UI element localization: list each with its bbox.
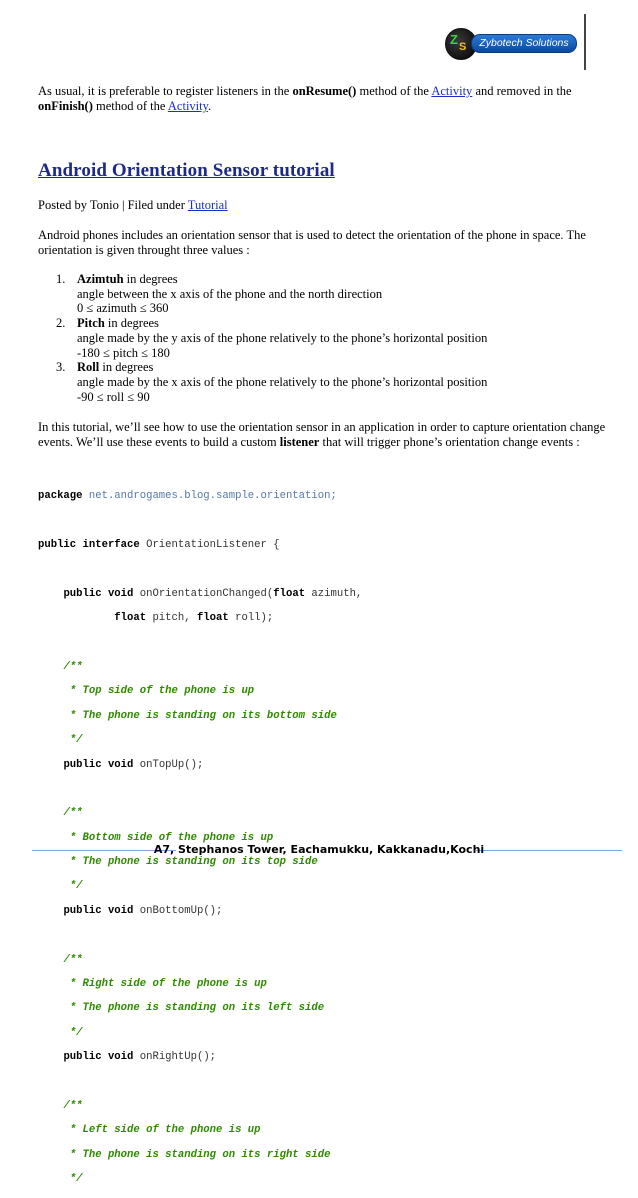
activity-link-1[interactable]: Activity [431, 84, 473, 98]
category-link[interactable]: Tutorial [187, 198, 228, 212]
posted-by: Posted by Tonio | Filed under Tutorial [38, 198, 228, 212]
article-paragraph-1: Android phones includes an orientation sensor that is used to detect the orientation of the phone in space. The orientation is given throught three values : [38, 228, 586, 257]
footer-address: A7, Stephanos Tower, Eachamukku, Kakkanadu,Kochi [153, 843, 485, 856]
intro-paragraph: As usual, it is preferable to register listeners in the onResume() method of the Activity and removed in the onFinish() method of the Activity. [38, 84, 572, 113]
activity-link-2[interactable]: Activity [167, 99, 209, 113]
list-item: 2. Pitch in degrees angle made by the y axis of the phone relatively to the phone’s horizontal position -180 ≤ pitch ≤ 180 [56, 316, 488, 360]
brand-name: Zybotech Solutions [471, 34, 577, 53]
company-logo [445, 28, 577, 56]
orientation-values-list [56, 272, 576, 404]
code-block: package net.androgames.blog.sample.orientation; public interface OrientationListener { public void onOrientationChanged(float azimuth, float pitch, float roll); /** * Top side of the phone is up * The phone is standing on its bottom side */ public void onTopUp(); /** * Bottom side of the phone is up * The phone is standing on its top side */ public void onBottomUp(); /** * Right side of the phone is up * The phone is standing on its left side */ public void onRightUp(); /** * Left side of the phone is up * The phone is standing on its right side */ [38, 490, 363, 1186]
header-divider [584, 14, 586, 70]
logo-mark-s: S [459, 41, 467, 53]
article-paragraph-2: In this tutorial, we’ll see how to use the orientation sensor in an application in order to capture orientation change events. We’ll use these events to build a custom listener that will trigger phone’s orientation change events : [38, 420, 606, 449]
logo-mark-z: Z [450, 32, 458, 47]
list-item: 1. Azimtuh in degrees angle between the x axis of the phone and the north direction 0 ≤ azimuth ≤ 360 [56, 272, 383, 316]
article-title[interactable]: Android Orientation Sensor tutorial [38, 160, 335, 181]
list-item: 3. Roll in degrees angle made by the x axis of the phone relatively to the phone’s horizontal position -90 ≤ roll ≤ 90 [56, 360, 488, 404]
